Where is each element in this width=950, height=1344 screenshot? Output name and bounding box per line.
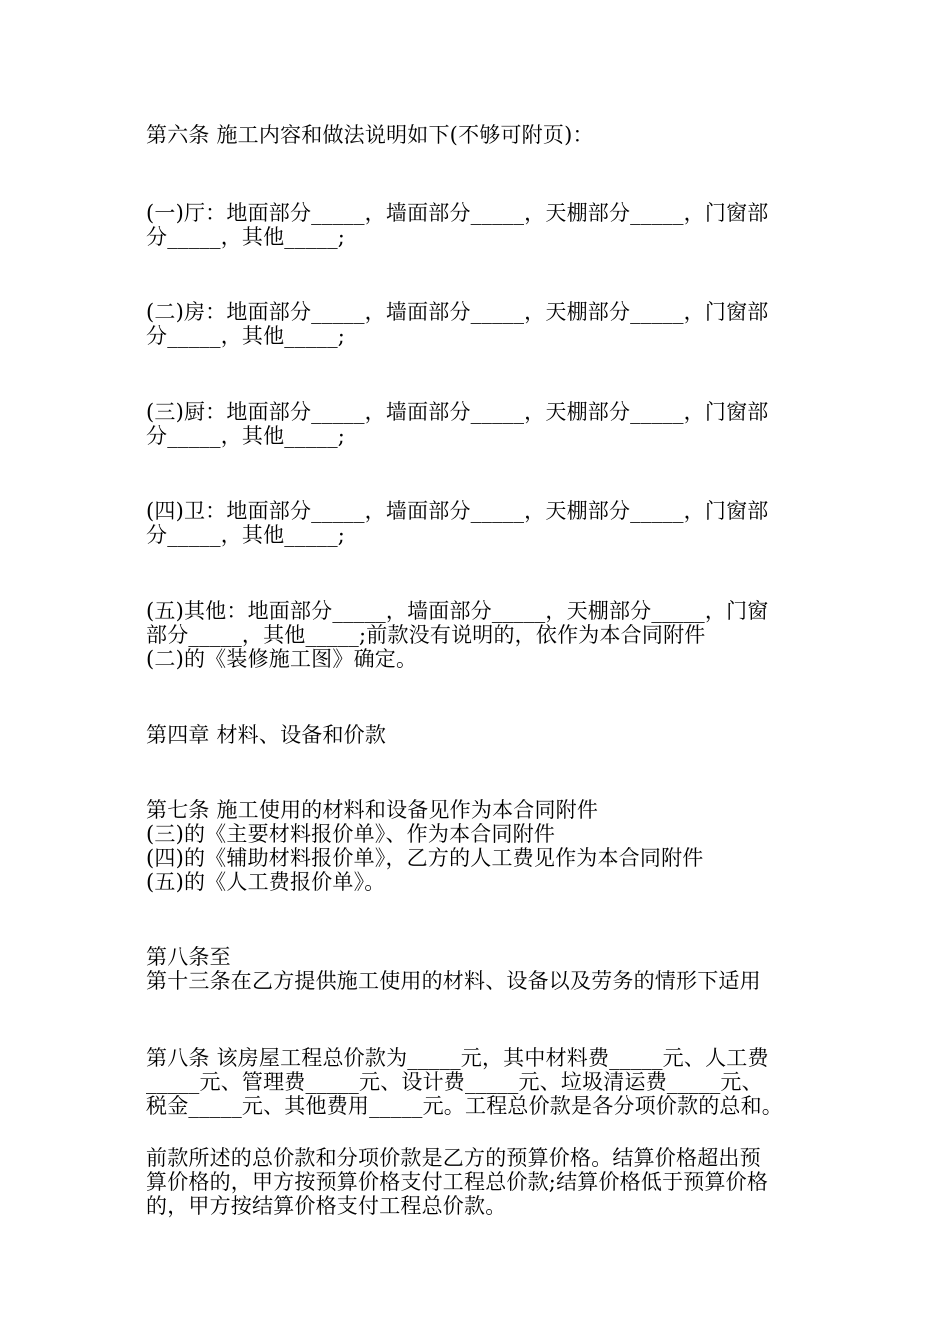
text-line: 分_____，其他_____; [146,225,346,249]
text-line: 第六条 施工内容和做法说明如下(不够可附页)： [146,123,594,147]
clause-kitchen [146,400,812,448]
text-line: (三)的《主要材料报价单》、作为本合同附件 [146,822,556,846]
text-line: 第七条 施工使用的材料和设备见作为本合同附件 [146,798,599,822]
clause-hall [146,201,812,249]
text-line: (四)卫：地面部分_____，墙面部分_____，天棚部分_____，门窗部 [146,499,769,523]
text-line: 第十三条在乙方提供施工使用的材料、设备以及劳务的情形下适用 [146,969,761,993]
text-line: 分_____，其他_____; [146,324,346,348]
articles-8-to-13-note [146,945,812,993]
text-line: (二)房：地面部分_____，墙面部分_____，天棚部分_____，门窗部 [146,300,769,324]
text-line: 前款所述的总价款和分项价款是乙方的预算价格。结算价格超出预 [146,1146,761,1170]
text-line: 分_____，其他_____; [146,424,346,448]
text-line: 分_____，其他_____; [146,523,346,547]
text-line: 的，甲方按结算价格支付工程总价款。 [146,1194,507,1218]
text-line: (一)厅：地面部分_____，墙面部分_____，天棚部分_____，门窗部 [146,201,769,225]
text-line: (五)的《人工费报价单》。 [146,870,386,894]
article-7 [146,798,812,894]
article-8 [146,1046,812,1118]
text-line: (三)厨：地面部分_____，墙面部分_____，天棚部分_____，门窗部 [146,400,769,424]
chapter-4-heading [146,723,812,747]
text-line: 税金_____元、其他费用_____元。工程总价款是各分项价款的总和。 [146,1094,783,1118]
clause-other [146,599,812,671]
text-line: 第八条 该房屋工程总价款为_____元，其中材料费_____元、人工费 [146,1046,769,1070]
text-line: _____元、管理费_____元、设计费_____元、垃圾清运费_____元、 [146,1070,763,1094]
text-line: 第八条至 [146,945,231,969]
clause-room [146,300,812,348]
text-line: (五)其他：地面部分_____，墙面部分_____，天棚部分_____，门窗 [146,599,769,623]
text-line: 部分_____，其他_____;前款没有说明的，依作为本合同附件 [146,623,706,647]
clause-bathroom [146,499,812,547]
text-line: (四)的《辅助材料报价单》，乙方的人工费见作为本合同附件 [146,846,704,870]
text-line: 第四章 材料、设备和价款 [146,723,387,747]
text-line: 算价格的，甲方按预算价格支付工程总价款;结算价格低于预算价格 [146,1170,769,1194]
article-6-heading [146,123,812,147]
budget-paragraph [146,1146,812,1218]
text-line: (二)的《装修施工图》确定。 [146,647,418,671]
